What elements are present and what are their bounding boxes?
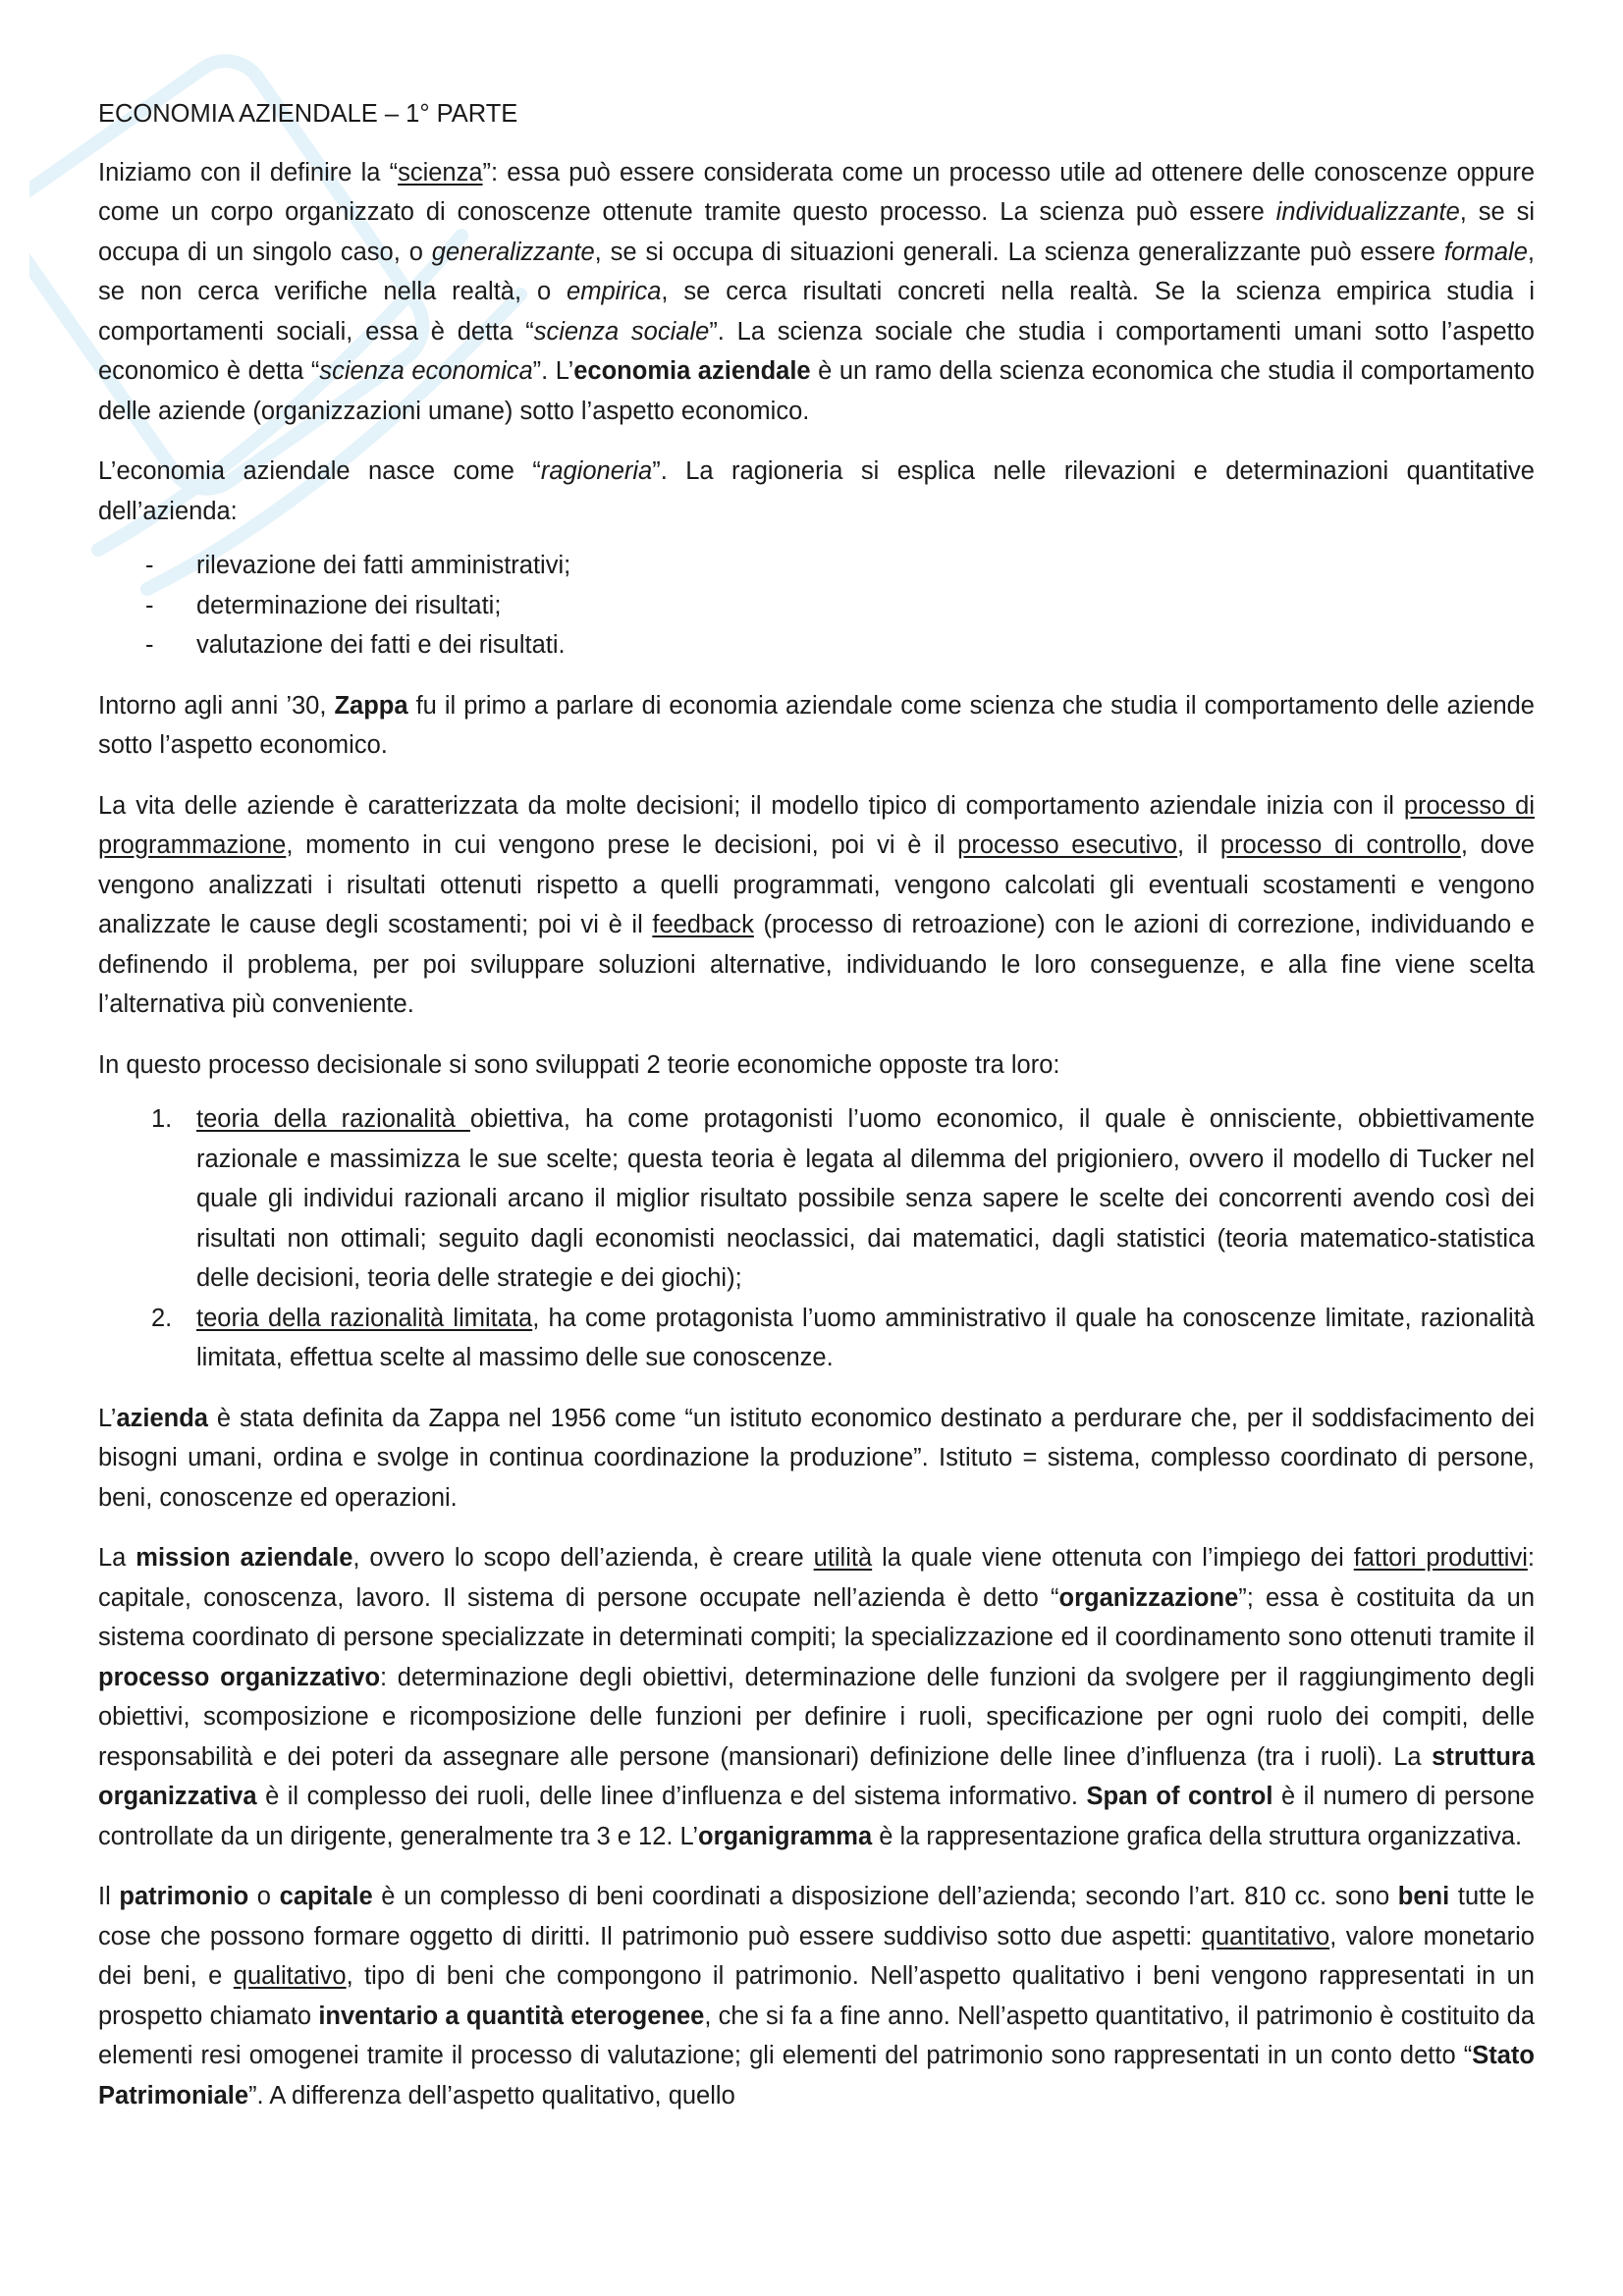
paragraph-zappa	[98, 686, 1535, 766]
list-item-text: valutazione dei fatti e dei risultati.	[196, 631, 566, 659]
text-run: Iniziamo con il definire la “	[98, 158, 399, 187]
italic-term: ragioneria	[540, 457, 653, 485]
italic-term: individualizzante	[1275, 198, 1460, 226]
bold-term: processo organizzativo	[98, 1663, 381, 1691]
dash-list	[98, 546, 1535, 666]
bold-term: Zappa	[334, 691, 408, 720]
bold-term: struttura organizzativa	[98, 1742, 1535, 1810]
underlined-term: processo di programmazione	[98, 791, 1535, 859]
bold-term: azienda	[116, 1404, 208, 1432]
text-run: , valore monetario dei beni, e	[98, 1922, 1535, 1990]
list-item	[98, 625, 1535, 666]
bold-term: capitale	[279, 1883, 373, 1910]
page-title: ECONOMIA AZIENDALE – 1° PARTE	[98, 100, 518, 128]
list-number: 2.	[151, 1304, 173, 1332]
text-run: fu il primo a parlare di economia aziendale come scienza che studia il comportamento delle aziende sotto l’aspetto economico.	[98, 691, 1535, 759]
text-run: ”. La scienza sociale che studia i comportamenti umani sotto l’aspetto economico è detta “	[98, 317, 1535, 385]
text-run: , se cerca risultati concreti nella realtà. Se la scienza empirica studia i comportamenti sociali, essa è detta “	[98, 278, 1536, 346]
bold-term: organizzazione	[1058, 1583, 1239, 1612]
text-run: , momento in cui vengono prese le decisioni, poi vi è il	[286, 831, 958, 859]
bold-term: Stato Patrimoniale	[98, 2042, 1535, 2109]
text-run: L’economia aziendale nasce come “	[98, 457, 541, 485]
text-run: è la rappresentazione grafica della struttura organizzativa.	[872, 1822, 1523, 1850]
list-item	[98, 1299, 1535, 1378]
text-run: è stata definita da Zappa nel 1956 come “un istituto economico destinato a perdurare che, per il soddisfacimento dei bisogni umani, ordina e svolge in continua coordinazione la produzione”. Istituto = sistema, complesso coordinato di persone, beni, conoscenze ed operazioni.	[98, 1404, 1535, 1512]
list-item-text: obiettiva, ha come protagonisti l’uomo economico, il quale è onnisciente, obbiettivamente razionale e massimizza le sue scelte; questa teoria è legata al dilemma del prigioniero, ovvero il modello di Tucker nel quale gli individui razionali arcano il miglior risultato possibile senza sapere le scelte dei concorrenti avendo così dei risultati non ottimali; seguito dagli economisti neoclassici, dai matematici, dagli statistici (teoria matematico-statistica delle decisioni, teoria delle strategie e dei giochi);	[196, 1105, 1535, 1292]
underlined-term: qualitativo	[233, 1962, 347, 1990]
paragraph-scienza	[98, 153, 1535, 432]
list-item	[98, 1099, 1535, 1299]
text-run: , dove vengono analizzati i risultati ottenuti rispetto a quelli programmati, vengono calcolati gli eventuali scostamenti e vengono analizzate le cause degli scostamenti; poi vi è il	[98, 831, 1535, 938]
underlined-term: feedback	[652, 911, 754, 938]
text-run: è un ramo della scienza economica che studia il comportamento delle aziende (organizzazioni umane) sotto l’aspetto economico.	[98, 357, 1535, 425]
text-run: , il	[1177, 831, 1220, 859]
list-item-text: determinazione dei risultati;	[196, 591, 502, 619]
text-run: è il numero di persone controllate da un dirigente, generalmente tra 3 e 12. L’	[98, 1783, 1535, 1850]
paragraph-ragioneria	[98, 452, 1535, 531]
paragraph-teorie-intro: In questo processo decisionale si sono sviluppati 2 teorie economiche opposte tra loro:	[98, 1050, 1060, 1079]
text-run: La	[98, 1544, 136, 1572]
text-run: : determinazione degli obiettivi, determinazione delle funzioni da svolgere per il raggiungimento degli obiettivi, scomposizione e ricomposizione delle funzioni per definire i ruoli, specificazione per ogni ruolo dei compiti, delle responsabilità e dei poteri da assegnare alle persone (mansionari) definizione delle linee d’influenza (tra i ruoli). La	[98, 1663, 1535, 1771]
list-item	[98, 546, 1535, 586]
underlined-term: teoria della razionalità limitata	[196, 1304, 533, 1332]
text-run: ”: essa può essere considerata come un processo utile ad ottenere delle conoscenze oppure come un corpo organizzato di conoscenze ottenute tramite questo processo. La scienza può essere	[98, 158, 1535, 226]
paragraph-processi	[98, 786, 1535, 1025]
italic-term: scienza economica	[319, 357, 533, 385]
list-number: 1.	[151, 1105, 173, 1133]
underlined-term: utilità	[813, 1544, 873, 1572]
bold-term: economia aziendale	[573, 357, 811, 385]
italic-term: formale	[1443, 238, 1528, 266]
text-run: , se non cerca verifiche nella realtà, o	[98, 238, 1535, 305]
list-item-text: rilevazione dei fatti amministrativi;	[196, 552, 571, 579]
list-item	[98, 586, 1535, 626]
text-run: tutte le cose che possono formare oggetto di diritti. Il patrimonio può essere suddiviso sotto due aspetti:	[98, 1883, 1535, 1950]
text-run: , se si occupa di situazioni generali. La scienza generalizzante può essere	[594, 238, 1444, 266]
text-run: , ovvero lo scopo dell’azienda, è creare	[352, 1544, 814, 1572]
document-body	[98, 94, 1535, 2136]
text-run: , che si fa a fine anno. Nell’aspetto quantitativo, il patrimonio è costituito da elementi resi omogenei tramite il processo di valutazione; gli elementi del patrimonio sono rappresentati in un conto detto “	[98, 2002, 1535, 2069]
text-run: Intorno agli anni ’30,	[98, 691, 335, 720]
underlined-term: teoria della razionalità	[196, 1105, 470, 1133]
paragraph-azienda	[98, 1399, 1535, 1519]
text-run: (processo di retroazione) con le azioni di correzione, individuando e definendo il problema, per poi sviluppare soluzioni alternative, individuando le loro conseguenze, e alla fine viene scelta l’alternativa più conveniente.	[98, 911, 1535, 1018]
italic-term: generalizzante	[431, 238, 595, 266]
text-run: ”. La ragioneria si esplica nelle rilevazioni e determinazioni quantitative dell’azienda:	[98, 457, 1535, 525]
list-item-text: , ha come protagonista l’uomo amministrativo il quale ha conoscenze limitate, razionalità limitata, effettua scelte al massimo delle sue conoscenze.	[196, 1304, 1535, 1371]
bold-term: organigramma	[698, 1822, 873, 1850]
text-run: o	[248, 1883, 280, 1910]
text-run: L’	[98, 1404, 117, 1432]
bold-term: beni	[1397, 1883, 1450, 1910]
bold-term: mission aziendale	[135, 1544, 353, 1572]
paragraph-patrimonio	[98, 1877, 1535, 2115]
text-run: , tipo di beni che compongono il patrimonio. Nell’aspetto qualitativo i beni vengono rappresentati in un prospetto chiamato	[98, 1962, 1535, 2030]
text-run: Il	[98, 1883, 120, 1910]
list-marker: -	[145, 552, 154, 579]
bold-term: inventario a quantità eterogenee	[318, 2002, 705, 2030]
italic-term: empirica	[567, 278, 662, 305]
text-run: è un complesso di beni coordinati a disposizione dell’azienda; secondo l’art. 810 cc. sono	[372, 1883, 1398, 1910]
text-run: è il complesso dei ruoli, delle linee d’influenza e del sistema informativo.	[256, 1783, 1087, 1810]
underlined-term: fattori produttivi	[1353, 1544, 1528, 1572]
bold-term: patrimonio	[119, 1883, 249, 1910]
paragraph-mission	[98, 1538, 1535, 1856]
underlined-term: processo di controllo	[1219, 831, 1461, 859]
text-run: ”. L’	[532, 357, 574, 385]
text-run: : capitale, conoscenza, lavoro. Il sistema di persone occupate nell’azienda è detto “	[98, 1544, 1535, 1612]
underlined-term: quantitativo	[1201, 1922, 1330, 1950]
underlined-term: scienza	[398, 158, 483, 187]
list-marker: -	[145, 631, 154, 659]
italic-term: scienza sociale	[533, 317, 710, 346]
list-marker: -	[145, 591, 154, 619]
text-run: ”; essa è costituita da un sistema coordinato di persone specializzate in determinati compiti; la specializzazione ed il coordinamento sono ottenuti tramite il	[98, 1583, 1536, 1651]
text-run: la quale viene ottenuta con l’impiego dei	[872, 1544, 1354, 1572]
underlined-term: processo esecutivo	[957, 831, 1178, 859]
text-run: , se si occupa di un singolo caso, o	[98, 198, 1535, 266]
text-run: La vita delle aziende è caratterizzata da molte decisioni; il modello tipico di comportamento aziendale inizia con il	[98, 791, 1404, 820]
numbered-list	[98, 1099, 1535, 1378]
text-run: ”. A differenza dell’aspetto qualitativo, quello	[248, 2081, 735, 2109]
bold-term: Span of control	[1086, 1783, 1273, 1810]
